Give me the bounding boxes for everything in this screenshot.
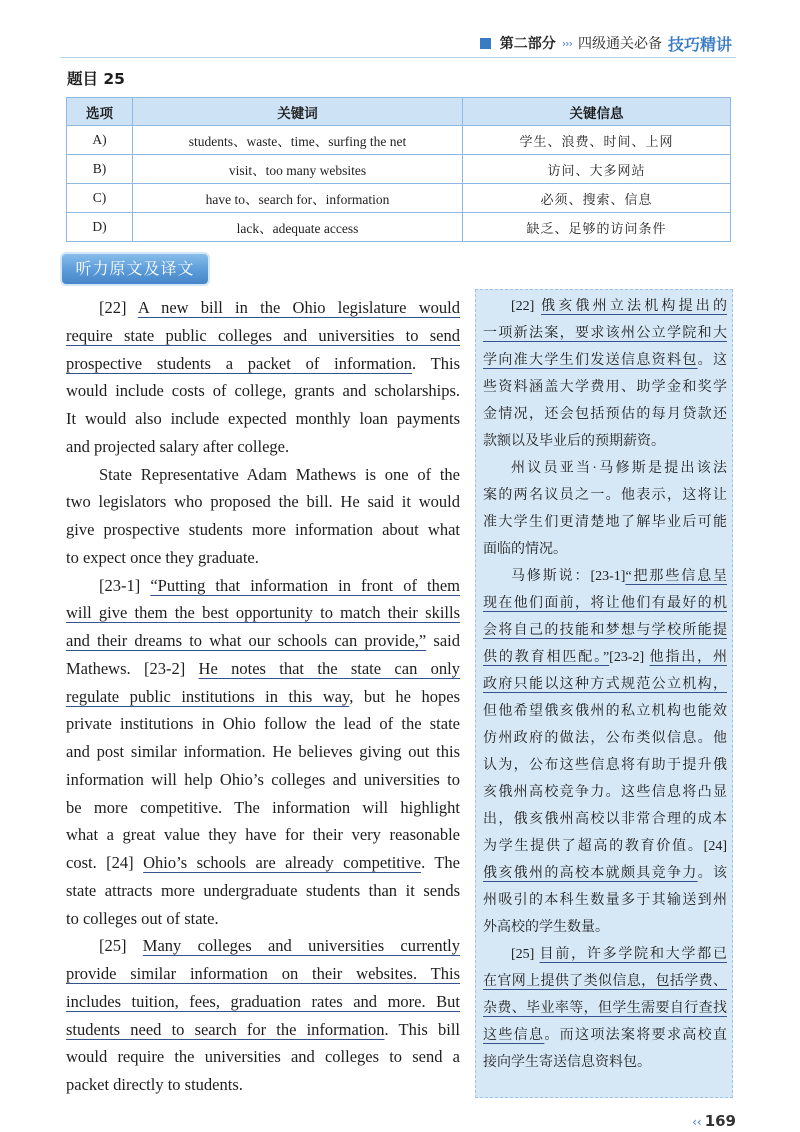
english-line [66,627,460,655]
keywords-cell: have to、search for、information [133,184,463,213]
key-sentence-text: 供的教育相匹配。” [483,650,610,665]
key-info-cell: 必须、搜索、信息 [463,184,731,213]
english-line [66,433,460,461]
key-sentence-text: 学向准大学生们发送信息资料包 [483,353,698,368]
key-sentence-text: 政府只能以这种方式规范公立机构， [483,677,727,692]
english-line [66,794,460,822]
passage-text: give prospective students more information about what [66,520,460,539]
passage-text: [22] [99,298,138,317]
key-sentence-text: Many colleges and universities currently [142,936,460,956]
english-line [66,655,460,683]
passage-text: said [426,631,460,650]
chinese-line [483,509,727,536]
chinese-translation [483,293,727,1076]
key-sentence-text: A new bill in the Ohio legislature would [137,298,460,317]
table-header-row [67,98,731,126]
chinese-line [483,1022,727,1049]
running-header [480,33,732,53]
key-sentence-text: 这些信息 [483,1028,545,1043]
key-sentence-text: 俄亥俄州立法机构提出的 [541,299,727,314]
passage-text: 准大学生们更清楚地了解毕业后可能 [483,515,727,530]
key-sentence-text: 俄亥俄州的高校本就颇具竞争力 [483,866,698,881]
passage-text: 款额以及毕业后的预期薪资。 [483,434,665,449]
passage-text: It would also include expected monthly loan payments [66,409,460,428]
passage-text: to colleges out of state. [66,908,219,928]
english-transcript [66,294,460,1099]
chinese-line [483,617,727,644]
chinese-line [483,563,727,590]
passage-text: to expect once they graduate. [66,547,259,567]
passage-text: [25] [511,947,540,962]
key-sentence-text: He notes that the state can only [198,658,460,678]
english-line [66,599,460,627]
chinese-line [483,779,727,806]
chinese-paragraph [483,941,727,1076]
table-row [67,184,731,213]
english-line [66,405,460,433]
english-line [66,294,460,322]
chinese-line [483,995,727,1022]
passage-text: 出，俄亥俄州高校以非常合理的成本 [483,812,727,827]
keywords-cell: visit、too many websites [133,155,463,184]
chinese-line [483,806,727,833]
english-line [66,849,460,877]
passage-text: 接向学生寄送信息资料包。 [483,1055,651,1070]
key-sentence-text: includes tuition, fees, graduation rates and more. But [66,991,460,1011]
chinese-line [483,428,727,455]
english-line [66,461,460,489]
english-line [66,377,460,405]
table-row [67,126,731,155]
passage-text: 但他希望俄亥俄州的私立机构也能效 [483,704,727,719]
chinese-line [483,752,727,779]
option-cell: C) [67,184,133,213]
key-sentence-text: 一项新法案，要求该州公立学院和大 [483,326,727,341]
english-line [66,960,460,988]
key-sentence-text: 在官网上提供了类似信息，包括学费、 [483,974,727,989]
header-keywords: 关键词 [133,98,463,126]
key-sentence-text: provide similar information on their websites. This [66,964,460,983]
keywords-cell: students、waste、time、surfing the net [133,126,463,155]
key-sentence-text: 现在他们面前，将让他们有最好的机 [483,596,727,611]
english-paragraph [66,572,460,933]
chinese-line [483,833,727,860]
passage-text: [23-2] [609,650,650,665]
chinese-line [483,401,727,428]
chinese-line [483,320,727,347]
passage-text: 马修斯说：[23-1] [511,569,626,584]
passage-text: 。这 [697,353,727,368]
passage-text: packet directly to students. [66,1075,243,1094]
chinese-line [483,725,727,752]
passage-text: 亥俄州高校竞争力。这些信息将凸显 [483,785,727,800]
english-line [66,988,460,1016]
keywords-cell: lack、adequate access [133,213,463,242]
chinese-line [483,482,727,509]
passage-text: cost. [24] [66,853,144,872]
chinese-line [483,698,727,725]
chinese-line [483,455,727,482]
chinese-line [483,644,727,671]
passage-text: 。而这项法案将要求高校直 [544,1028,727,1043]
key-sentence-text: and their dreams to what our schools can provide,” [66,631,427,650]
english-paragraph [66,294,460,461]
passage-text: information will help Ohio’s colleges and universities to [66,769,460,789]
key-sentence-text: 会将自己的技能和梦想与学校所能提 [483,623,727,638]
section-title: 技巧精讲 [667,34,732,54]
key-sentence-text: students need to search for the information [66,1019,385,1039]
passage-text: Mathews. [23-2] [66,658,199,678]
square-bullet-icon [480,38,491,49]
chinese-paragraph [483,293,727,455]
passage-text: 为学生提供了超高的教育价值。[24] [483,839,727,854]
chinese-line [483,671,727,698]
passage-text: private institutions in Ohio follow the lead of the state [66,714,460,734]
part-label: 第二部分 [499,36,556,52]
translation-panel [475,289,733,1098]
header-option: 选项 [67,98,133,126]
chinese-paragraph [483,455,727,563]
chinese-line [483,536,727,563]
question-title: 题目 25 [67,70,125,88]
chinese-line [483,1049,727,1076]
key-sentence-text: 杂费、毕业率等，但学生需要自行查找 [483,1001,727,1016]
option-cell: D) [67,213,133,242]
passage-text: and post similar information. He believes giving out this [66,742,460,761]
table-row [67,213,731,242]
passage-text: 认为，公布这些信息将有助于提升俄 [483,758,727,773]
english-line [66,683,460,711]
header-divider [60,57,736,58]
passage-text: 面临的情况。 [483,542,567,557]
chinese-line [483,293,727,320]
key-sentence-text: prospective students a packet of information [66,353,413,373]
passage-text: 案的两名议员之一。他表示，这将让 [483,488,727,503]
english-line [66,350,460,378]
passage-text: , but he hopes [349,686,460,706]
passage-text: 州议员亚当·马修斯是提出该法 [511,461,727,476]
passage-text: State Representative Adam Mathews is one of the [99,464,460,484]
english-line [66,1043,460,1071]
key-info-cell: 访问、大多网站 [463,155,731,184]
chinese-line [483,968,727,995]
passage-text: would require the universities and colleges to send a [66,1047,460,1067]
chinese-line [483,347,727,374]
passage-text: 些资料涵盖大学费用、助学金和奖学 [483,380,727,395]
passage-text: 金情况，还会包括预估的每月贷款还 [483,407,727,422]
section-label: 听力原文及译文 [62,254,208,284]
key-sentence-text: “把那些信息呈 [625,569,727,584]
chinese-line [483,374,727,401]
passage-text: . This [412,353,460,373]
english-line [66,877,460,905]
key-sentence-text: will give them the best opportunity to match their skills [66,603,460,623]
english-line [66,710,460,738]
english-line [66,738,460,766]
english-line [66,322,460,350]
key-info-cell: 缺乏、足够的访问条件 [463,213,731,242]
key-sentence-text: Ohio’s schools are already competitive [143,853,422,872]
double-chevron-icon: ‹‹ [692,1115,702,1129]
english-line [66,932,460,960]
option-cell: B) [67,155,133,184]
english-line [66,766,460,794]
chinese-paragraph [483,563,727,941]
chinese-line [483,941,727,968]
passage-text: [23-1] [99,575,151,595]
page-number [692,1112,736,1130]
passage-text: two legislators who proposed the bill. He said it would [66,492,460,512]
keyword-table [66,97,731,242]
page-number-value: 169 [704,1112,736,1130]
english-line [66,544,460,572]
header-key-info: 关键信息 [463,98,731,126]
key-info-cell: 学生、浪费、时间、上网 [463,126,731,155]
passage-text: 州吸引的本科生数量多于其输送到州 [483,893,727,908]
key-sentence-text: regulate public institutions in this way [66,686,350,706]
passage-text: what a great value they have for their very reasonable [66,825,460,845]
key-sentence-text: “Putting that information in front of them [150,575,460,595]
passage-text: and projected salary after college. [66,436,290,456]
english-paragraph [66,932,460,1099]
key-sentence-text: require state public colleges and universities to send [66,325,460,345]
option-cell: A) [67,126,133,155]
key-sentence-text: 他指出，州 [649,650,727,665]
chinese-line [483,590,727,617]
chinese-line [483,914,727,941]
series-label: 四级通关必备 [577,36,662,52]
english-paragraph [66,461,460,572]
passage-text: . The [421,853,460,872]
passage-text: [22] [511,299,542,314]
key-sentence-text: 目前，许多学院和大学都已 [539,947,727,962]
english-line [66,821,460,849]
english-line [66,572,460,600]
english-line [66,488,460,516]
english-line [66,1071,460,1099]
chevron-arrows-icon: ››› [561,36,572,50]
passage-text: 仿州政府的做法，公布类似信息。他 [483,731,727,746]
passage-text: be more competitive. The information will highlight [66,797,460,817]
chinese-line [483,860,727,887]
passage-text: 外高校的学生数量。 [483,920,609,935]
passage-text: state attracts more undergraduate students than it sends [66,880,460,900]
table-row [67,155,731,184]
passage-text: 。该 [697,866,727,881]
passage-text: would include costs of college, grants and scholarships. [66,381,460,401]
english-line [66,905,460,933]
passage-text: [25] [99,936,143,956]
passage-text: . This bill [384,1019,460,1039]
chinese-line [483,887,727,914]
english-line [66,516,460,544]
english-line [66,1016,460,1044]
